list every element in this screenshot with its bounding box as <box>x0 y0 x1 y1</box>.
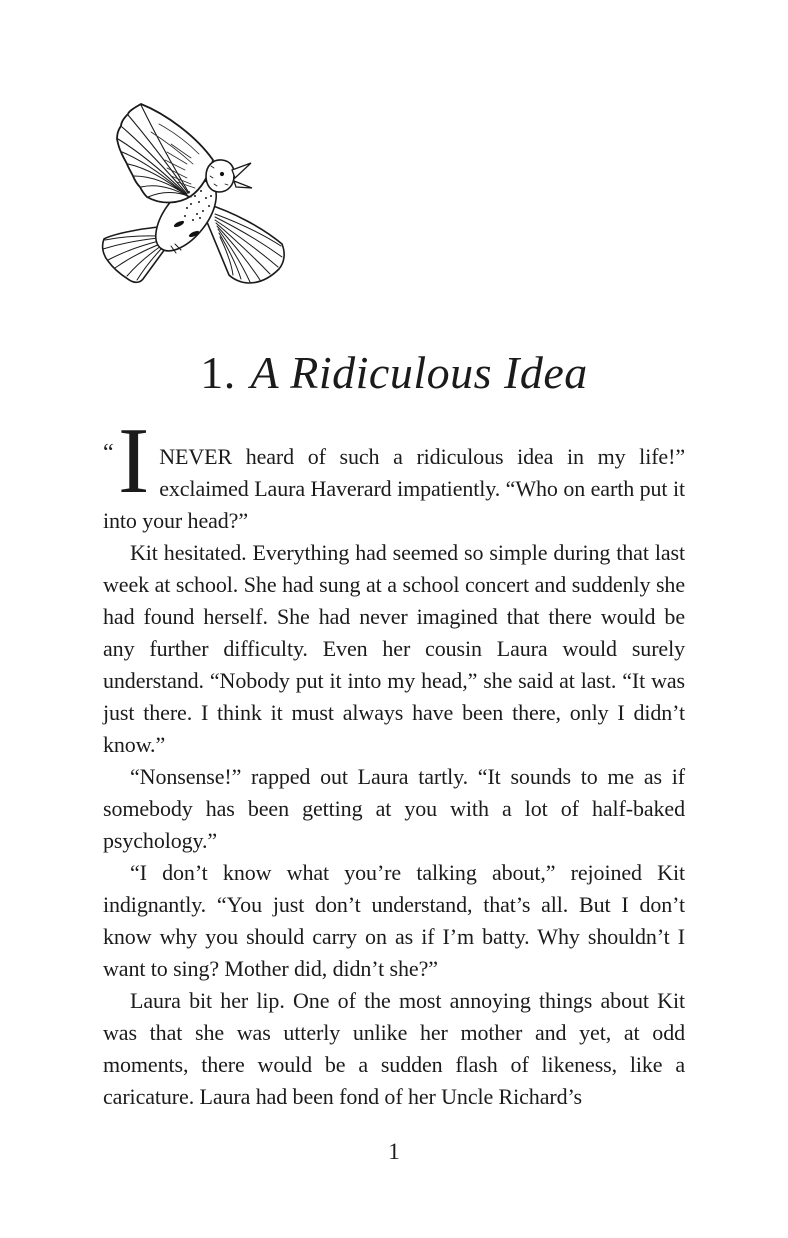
chapter-number: 1. <box>200 347 236 398</box>
paragraph: “I don’t know what you’re talking about,” rejoined Kit indignantly. “You just don’t understand, that’s all. But I don’t know why you should carry on as if I’m batty. Why shouldn’t I want to sing? Mother did, didn’t she?” <box>103 860 685 981</box>
dropcap-wrap <box>103 409 150 513</box>
bird-far-wing <box>207 204 284 283</box>
opening-quote-mark: “ <box>103 440 114 466</box>
paragraph-opening <box>103 409 685 537</box>
bird-illustration <box>101 96 295 308</box>
bird-upper-wing <box>117 104 213 203</box>
bird-head <box>206 160 252 192</box>
paragraph: Laura bit her lip. One of the most annoying things about Kit was that she was utterly unlike her mother and yet, at odd moments, there would be a sudden flash of likeness, like a caricature. Laura had been fond of her Uncle Richard’s <box>103 988 685 1109</box>
chapter-name: A Ridiculous Idea <box>250 347 588 398</box>
paragraph-opening-text: NEVER heard of such a ridiculous idea in my life!” exclaimed Laura Haverard impatiently. “Who on earth put it into your head?” <box>103 444 685 533</box>
paragraph: Kit hesitated. Everything had seemed so simple during that last week at school. She had sung at a school concert and suddenly she had found herself. She had never imagined that there would be any further difficulty. Even her cousin Laura would surely understand. “Nobody put it into my head,” she said at last. “It was just there. I think it must always have been there, only I didn’t know.” <box>103 540 685 757</box>
page-number: 1 <box>388 1139 400 1164</box>
songbird-icon <box>101 96 295 308</box>
body-text <box>103 409 685 1113</box>
chapter-title <box>0 348 788 399</box>
dropcap-letter: I <box>118 409 150 513</box>
paragraph: “Nonsense!” rapped out Laura tartly. “It sounds to me as if somebody has been getting at you with a lot of half-baked psychology.” <box>103 764 685 853</box>
